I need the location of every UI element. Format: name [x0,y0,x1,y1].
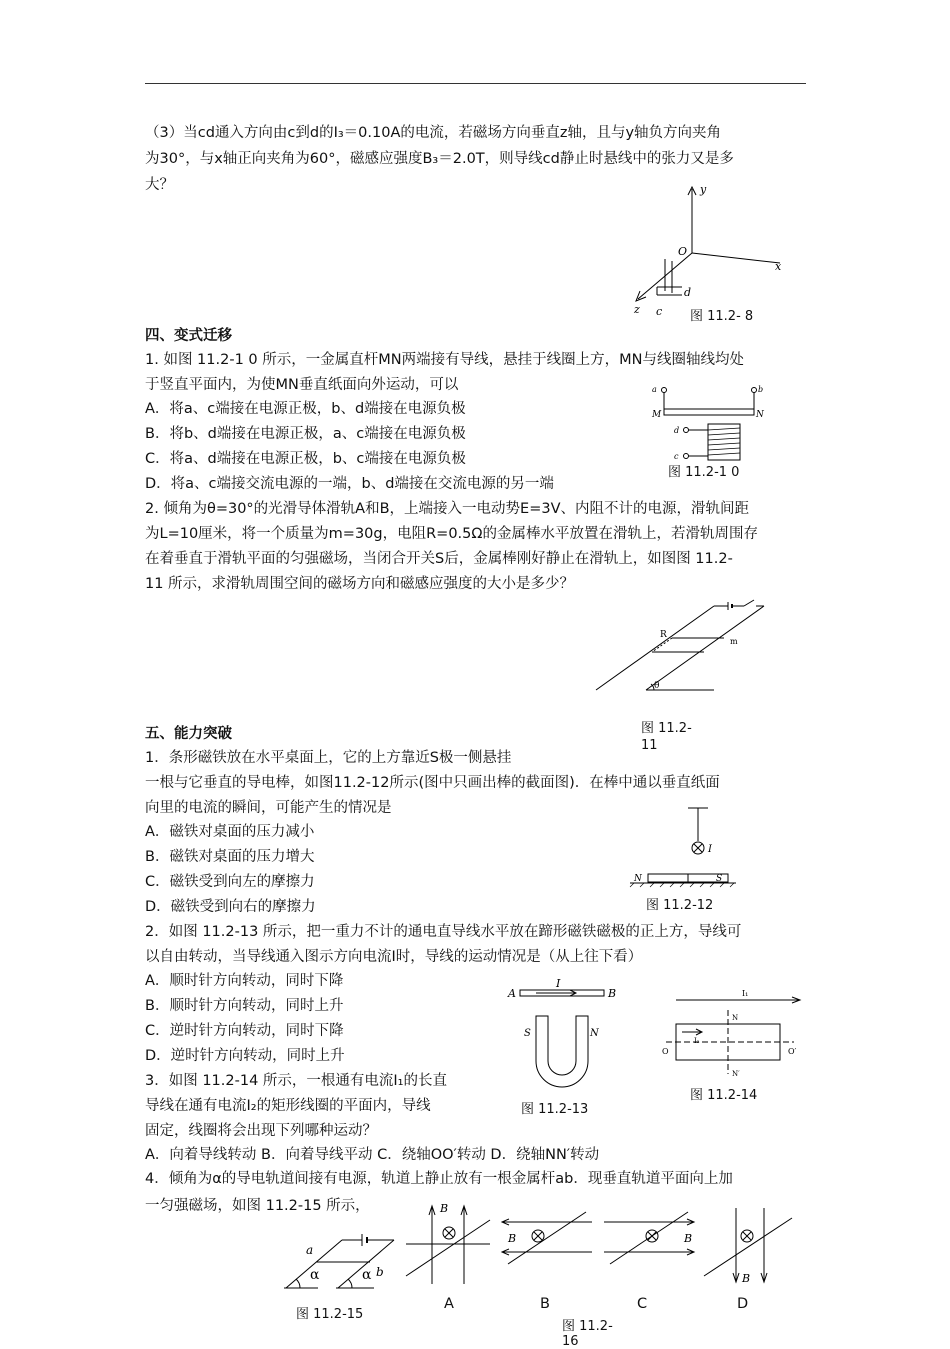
fig13-label-a: A [508,987,516,1000]
fig16b-label-b: B [508,1232,517,1245]
fig14-label-i1: I₁ [742,989,749,998]
s4-option-d: D．将a、c端接交流电源的一端，b、d端接在交流电源的另一端 [145,476,554,492]
figure-11-2-12 [628,806,738,886]
fig12-label-n: N [634,874,642,884]
fig11-label-m: m [730,637,738,646]
fig16-option-b: B [540,1296,550,1312]
s4-option-a: A．将a、c端接在电源正极，b、d端接在电源负极 [145,401,466,417]
fig15-caption: 图 11.2-15 [296,1307,364,1322]
s5-q1-line1: 1．条形磁铁放在水平桌面上，它的上方靠近S极一侧悬挂 [145,750,512,766]
fig15-label-alpha-2: α [362,1267,372,1283]
fig11-label-theta: θ [654,681,660,691]
s5-q2-option-c: C．逆时针方向转动，同时下降 [145,1023,344,1039]
s5-q2-option-a: A．顺时针方向转动，同时下降 [145,973,344,989]
q3-line2: 为30°，与x轴正向夹角为60°，磁感应强度B₃＝2.0T，则导线cd静止时悬线中的张力又是多 [145,151,734,167]
figure-11-2-14 [658,988,808,1078]
figure-11-2-15 [282,1226,402,1301]
fig10-label-m: M [652,410,662,420]
s5-q4-line2: 一匀强磁场，如图 11.2-15 所示， [145,1198,370,1214]
fig14-caption: 图 11.2-14 [690,1088,758,1103]
fig14-label-n-prime: N′ [732,1070,740,1078]
fig13-label-n: N [590,1028,599,1039]
fig10-label-d: d [674,426,680,435]
s5-q2-line2: 以自由转动，当导线通入图示方向电流I时，导线的运动情况是（从上往下看） [145,949,643,965]
fig14-label-o: O [662,1047,669,1056]
s5-q1-line3: 向里的电流的瞬间，可能产生的情况是 [145,800,392,816]
fig16c-label-b: B [684,1232,693,1245]
s4-p2-line4: 11 所示，求滑轨周围空间的磁场方向和磁感应强度的大小是多少？ [145,576,575,592]
fig8-label-y: y [700,183,707,196]
s5-q1-option-d: D．磁铁受到向右的摩擦力 [145,899,316,915]
fig11-label-r: R [660,630,667,640]
s4-p2-line1: 2. 倾角为θ=30°的光滑导体滑轨A和B，上端接入一电动势E=3V、内阻不计的电源，滑轨间距 [145,501,749,517]
s5-q2-option-b: B．顺时针方向转动，同时上升 [145,998,344,1014]
q3-line1: （3）当cd通入方向由c到d的I₃＝0.10A的电流，若磁场方向垂直z轴，且与y轴负方向夹角 [145,125,722,141]
fig8-label-x: x [775,260,782,273]
fig10-caption: 图 11.2-1 0 [668,465,740,480]
header-rule [145,83,806,84]
fig12-label-s: S [716,874,723,884]
fig16-caption-line1: 图 11.2- [562,1319,613,1334]
s5-q3-options: A．向着导线转动 B．向着导线平动 C．绕轴OO′转动 D．绕轴NN′转动 [145,1147,600,1163]
section5-heading: 五、能力突破 [145,726,232,742]
figure-11-2-10 [648,380,768,462]
fig14-label-o-prime: O′ [788,1047,797,1056]
s4-p1-line1: 1. 如图 11.2-1 0 所示，一金属直杆MN两端接有导线，悬挂于线圈上方，MN与线圈轴线均处 [145,352,744,368]
fig16d-label-b: B [742,1272,751,1285]
fig13-label-b: B [608,987,617,1000]
s4-option-b: B．将b、d端接在电源正极，a、c端接在电源负极 [145,426,466,442]
figure-11-2-16-panel-b [500,1200,600,1290]
fig11-caption-line2: 11 [641,738,658,753]
fig8-label-d: d [684,286,692,299]
s5-q4-line1: 4．倾角为α的导电轨道间接有电源，轨道上静止放有一根金属杆ab．现垂直轨道平面向上加 [145,1171,733,1187]
fig13-caption: 图 11.2-13 [521,1102,589,1117]
fig12-caption: 图 11.2-12 [646,898,714,913]
figure-11-2-16-panel-c [602,1200,702,1290]
s4-option-c: C．将a、d端接在电源正极，b、c端接在电源负极 [145,451,466,467]
fig10-label-c: c [674,452,679,461]
figure-11-2-13 [506,976,626,1100]
s5-q2-line1: 2．如图 11.2-13 所示，把一重力不计的通电直导线水平放在蹄形磁铁磁极的正上方，导线可 [145,924,742,940]
fig16-option-c: C [637,1296,648,1312]
fig13-label-s: S [524,1028,531,1039]
fig16-caption-line2: 16 [562,1334,579,1349]
fig11-caption-line1: 图 11.2- [641,721,692,736]
figure-11-2-16-panel-d [702,1200,797,1290]
s5-q1-line2: 一根与它垂直的导电棒，如图11.2-12所示(图中只画出棒的截面图)．在棒中通以垂直纸面 [145,775,720,791]
fig15-label-a: a [306,1243,314,1257]
fig13-label-i: I [556,977,561,990]
s5-q1-option-b: B．磁铁对桌面的压力增大 [145,849,315,865]
fig16-option-a: A [444,1296,454,1312]
s5-q1-option-c: C．磁铁受到向左的摩擦力 [145,874,315,890]
fig16-option-d: D [737,1296,749,1312]
fig10-label-b: b [758,385,764,394]
s5-q1-option-a: A．磁铁对桌面的压力减小 [145,824,315,840]
figure-11-2-8 [620,183,800,323]
section4-heading: 四、变式迁移 [145,328,232,344]
s4-p2-line2: 为L=10厘米，将一个质量为m=30g，电阻R=0.5Ω的金属棒水平放置在滑轨上，若滑轨周围存 [145,526,758,542]
figure-11-2-11 [594,604,774,699]
fig15-label-alpha-1: α [310,1267,320,1283]
fig14-label-i2: I₂ [694,1037,700,1045]
fig8-label-c: c [656,305,663,318]
fig16a-label-b: B [440,1202,449,1215]
s5-q2-option-d: D．逆时针方向转动，同时上升 [145,1048,345,1064]
fig8-caption: 图 11.2- 8 [690,309,754,324]
s5-q3-line3: 固定，线圈将会出现下列哪种运动？ [145,1123,377,1139]
s5-q3-line2: 导线在通有电流I₂的矩形线圈的平面内，导线 [145,1098,431,1114]
fig15-label-b: b [376,1265,384,1279]
fig14-label-n: N [732,1014,739,1022]
s4-p1-line2: 于竖直平面内，为使MN垂直纸面向外运动，可以 [145,377,459,393]
fig10-label-n: N [756,410,764,420]
fig10-label-a: a [652,385,657,394]
q3-line3: 大？ [145,177,174,193]
fig8-label-z: z [634,303,640,316]
fig8-label-o: O [678,245,688,258]
s4-p2-line3: 在着垂直于滑轨平面的匀强磁场，当闭合开关S后，金属棒刚好静止在滑轨上，如图图 11.2- [145,551,733,567]
fig12-label-i: I [708,844,712,855]
s5-q3-line1: 3．如图 11.2-14 所示，一根通有电流I₁的长直 [145,1073,447,1089]
figure-11-2-16-panel-a [404,1200,494,1290]
